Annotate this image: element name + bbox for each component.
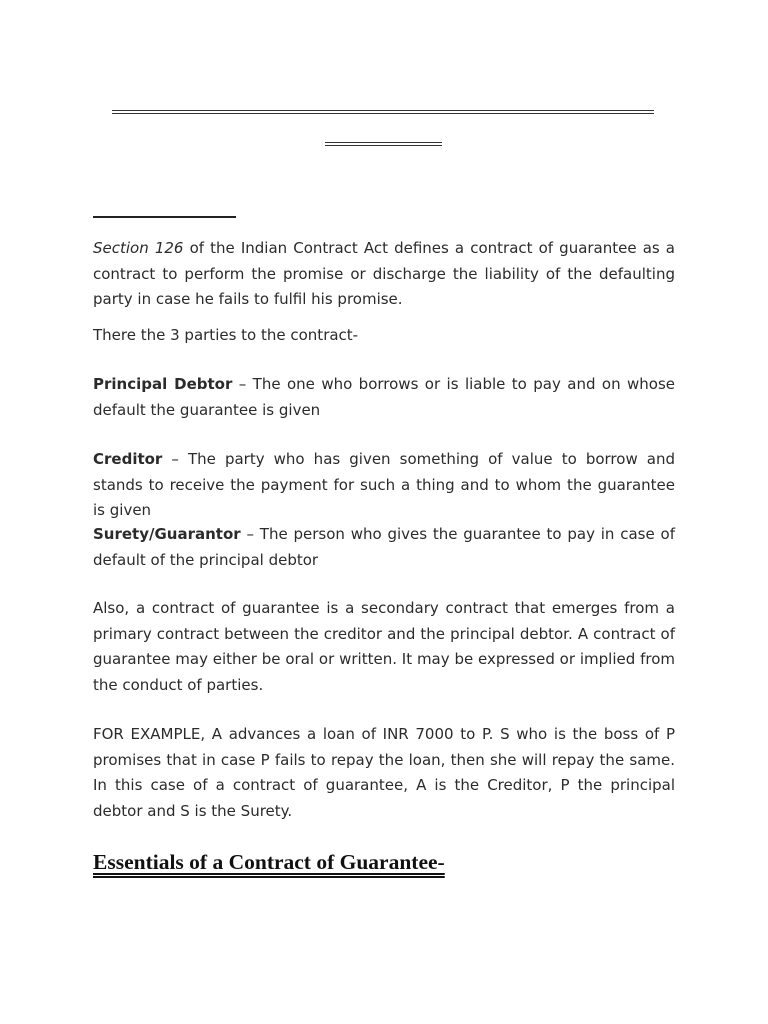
party-term: Surety/Guarantor (93, 525, 241, 543)
party-term: Creditor (93, 450, 163, 468)
example-text: FOR EXAMPLE, A advances a loan of INR 7000 to P. S who is the boss of P promises that in case P fails to repay the loan, then she will repay the same. In this case of a contract of guarantee, A is the Creditor, P the principal debtor and S is the Surety. (93, 725, 675, 820)
party-definition: – The one who borrows or is liable to pay and on whose default the guarantee is given (93, 375, 675, 419)
top-double-rule (112, 110, 654, 114)
party-principal-debtor (93, 372, 675, 423)
secondary-text: Also, a contract of guarantee is a secondary contract that emerges from a primary contract between the creditor and the principal debtor. A contract of guarantee may either be oral or written. It may be expressed or implied from the conduct of parties. (93, 599, 675, 694)
secondary-contract-paragraph (93, 596, 675, 698)
parties-intro-text: There the 3 parties to the contract- (93, 326, 359, 344)
intro-paragraph (93, 236, 675, 313)
section-rule (93, 216, 236, 218)
section-heading: Essentials of a Contract of Guarantee- (93, 850, 445, 874)
party-definition: – The person who gives the guarantee to pay in case of default of the principal debtor (93, 525, 675, 569)
title-double-rule (325, 142, 442, 146)
example-paragraph (93, 722, 675, 824)
section-citation: Section 126 (93, 239, 184, 257)
intro-text: of the Indian Contract Act defines a contract of guarantee as a contract to perform the promise or discharge the liability of the defaulting party in case he fails to fulfil his promise. (93, 239, 675, 308)
party-creditor (93, 447, 675, 524)
party-term: Principal Debtor (93, 375, 233, 393)
party-surety (93, 522, 675, 573)
party-definition: – The party who has given something of value to borrow and stands to receive the payment for such a thing and to whom the guarantee is given (93, 450, 675, 519)
parties-intro (93, 323, 675, 349)
